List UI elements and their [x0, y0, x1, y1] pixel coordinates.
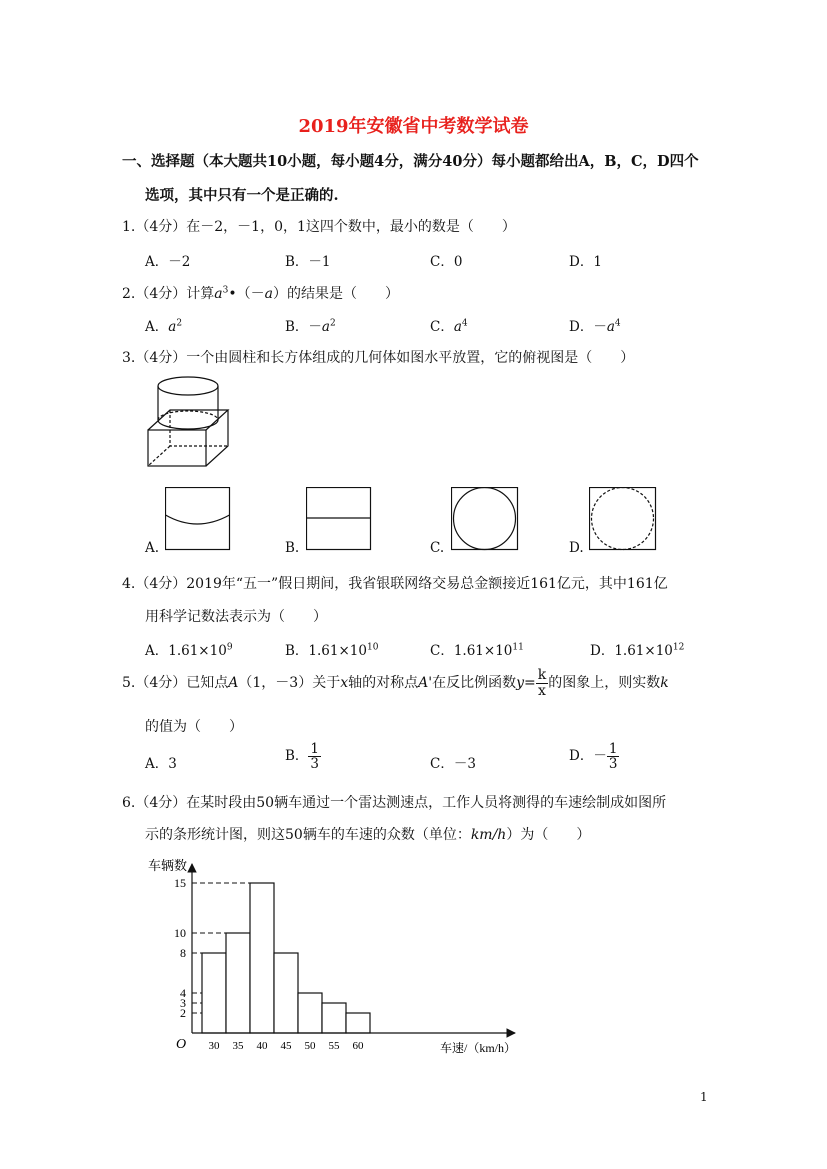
question-1-stem: 1.（4分）在－2，－1，0，1这四个数中，最小的数是（ ） — [122, 219, 516, 235]
bar-50 — [298, 993, 322, 1033]
box-front-face — [148, 430, 206, 466]
q4-option-c: C．$1.61\times 10^{11}$ — [430, 642, 524, 659]
speed-bar-chart — [140, 852, 530, 1062]
bar-45 — [274, 953, 298, 1033]
q5-option-d: D．－ $\frac{1}{3}$ — [569, 741, 618, 773]
x-tick-label: 40 — [256, 1040, 268, 1052]
page-title: 2019年安徽省中考数学试卷 — [298, 116, 529, 137]
q3-option-c-figure — [451, 487, 519, 551]
x-tick-label: 45 — [280, 1040, 292, 1052]
y-tick-label: 15 — [174, 876, 186, 890]
question-3-stem: 3.（4分）一个由圆柱和长方体组成的几何体如图水平放置，它的俯视图是（ ） — [122, 350, 635, 366]
cylinder-top — [158, 377, 218, 395]
q3-option-a-label: A. — [145, 540, 160, 556]
q4-option-a: A．$1.61\times 10^9$ — [145, 642, 233, 659]
q4-option-d: D．$1.61\times 10^{12}$ — [590, 642, 685, 659]
y-tick-label: 4 — [180, 986, 186, 1000]
q5-option-c: C．－3 — [430, 756, 476, 772]
q2-option-b: B．$-a^2$ — [285, 318, 336, 335]
question-6-line2: 示的条形统计图，则这50辆车的车速的众数（单位：km/h）为（ ） — [145, 827, 591, 843]
q4-option-b: B．$1.61\times 10^{10}$ — [285, 642, 379, 659]
x-tick-label: 35 — [232, 1040, 244, 1052]
section-heading-line1: 一、选择题（本大题共10小题，每小题4分，满分40分）每小题都给出A，B，C，D四个 — [122, 153, 699, 170]
bar-30 — [202, 953, 226, 1033]
y-tick-label: 3 — [180, 996, 186, 1010]
q1-option-a: A．－2 — [145, 254, 191, 270]
origin-label: O — [176, 1037, 187, 1052]
q5-option-a: A．3 — [145, 756, 177, 772]
x-tick-label: 55 — [328, 1040, 340, 1052]
q1-option-d: D．1 — [569, 254, 602, 270]
question-5-line2: 的值为（ ） — [145, 719, 243, 735]
question-5-line1: 5.（4分）已知点A（1，－3）关于x轴的对称点A'在反比例函数y= $\frac{k}{x}$ 的图象上，则实数k — [122, 667, 669, 699]
q2-option-c: C．$a^4$ — [430, 318, 468, 335]
q3-option-c-label: C. — [430, 540, 445, 556]
x-tick-label: 30 — [208, 1040, 220, 1052]
q3-option-d-figure — [589, 487, 657, 551]
y-axis-label: 车辆数 — [148, 858, 188, 873]
bar-60 — [346, 1013, 370, 1033]
box-top-edges — [148, 410, 228, 430]
k-over-x-fraction: $\frac{k}{x}$ — [537, 667, 547, 699]
y-tick-label: 10 — [174, 926, 186, 940]
x-tick-label: 60 — [352, 1040, 364, 1052]
x-axis-label: 车速/（km/h） — [440, 1041, 517, 1055]
q3-option-b-figure — [306, 487, 372, 551]
q2-option-a: A．$a^2$ — [145, 318, 183, 335]
q3-option-b-label: B. — [285, 540, 300, 556]
bar-55 — [322, 1003, 346, 1033]
question-4-line1: 4.（4分）2019年“五一”假日期间，我省银联网络交易总金额接近161亿元，其中161亿 — [122, 576, 668, 592]
q1-option-c: C．0 — [430, 254, 463, 270]
section-heading-line2: 选项，其中只有一个是正确的. — [145, 187, 339, 204]
page-number: 1 — [700, 1090, 708, 1104]
box-right-edges — [206, 410, 228, 466]
question-4-line2: 用科学记数法表示为（ ） — [145, 609, 327, 625]
q5-option-b: B． $\frac{1}{3}$ — [285, 741, 320, 773]
q1-option-b: B．－1 — [285, 254, 331, 270]
bar-40 — [250, 883, 274, 1033]
q3-option-d-label: D. — [569, 540, 584, 556]
y-tick-label: 2 — [180, 1006, 186, 1020]
y-tick-label: 8 — [180, 946, 186, 960]
bar-35 — [226, 933, 250, 1033]
q3-solid-figure — [140, 372, 240, 472]
x-tick-label: 50 — [304, 1040, 316, 1052]
q2-option-d: D．$-a^4$ — [569, 318, 621, 335]
q3-option-a-figure — [165, 487, 231, 551]
question-2-stem: 2.（4分）计算$a^3•(-a)$的结果是（ ） — [122, 285, 399, 302]
question-6-line1: 6.（4分）在某时段由50辆车通过一个雷达测速点，工作人员将测得的车速绘制成如图所 — [122, 795, 667, 811]
